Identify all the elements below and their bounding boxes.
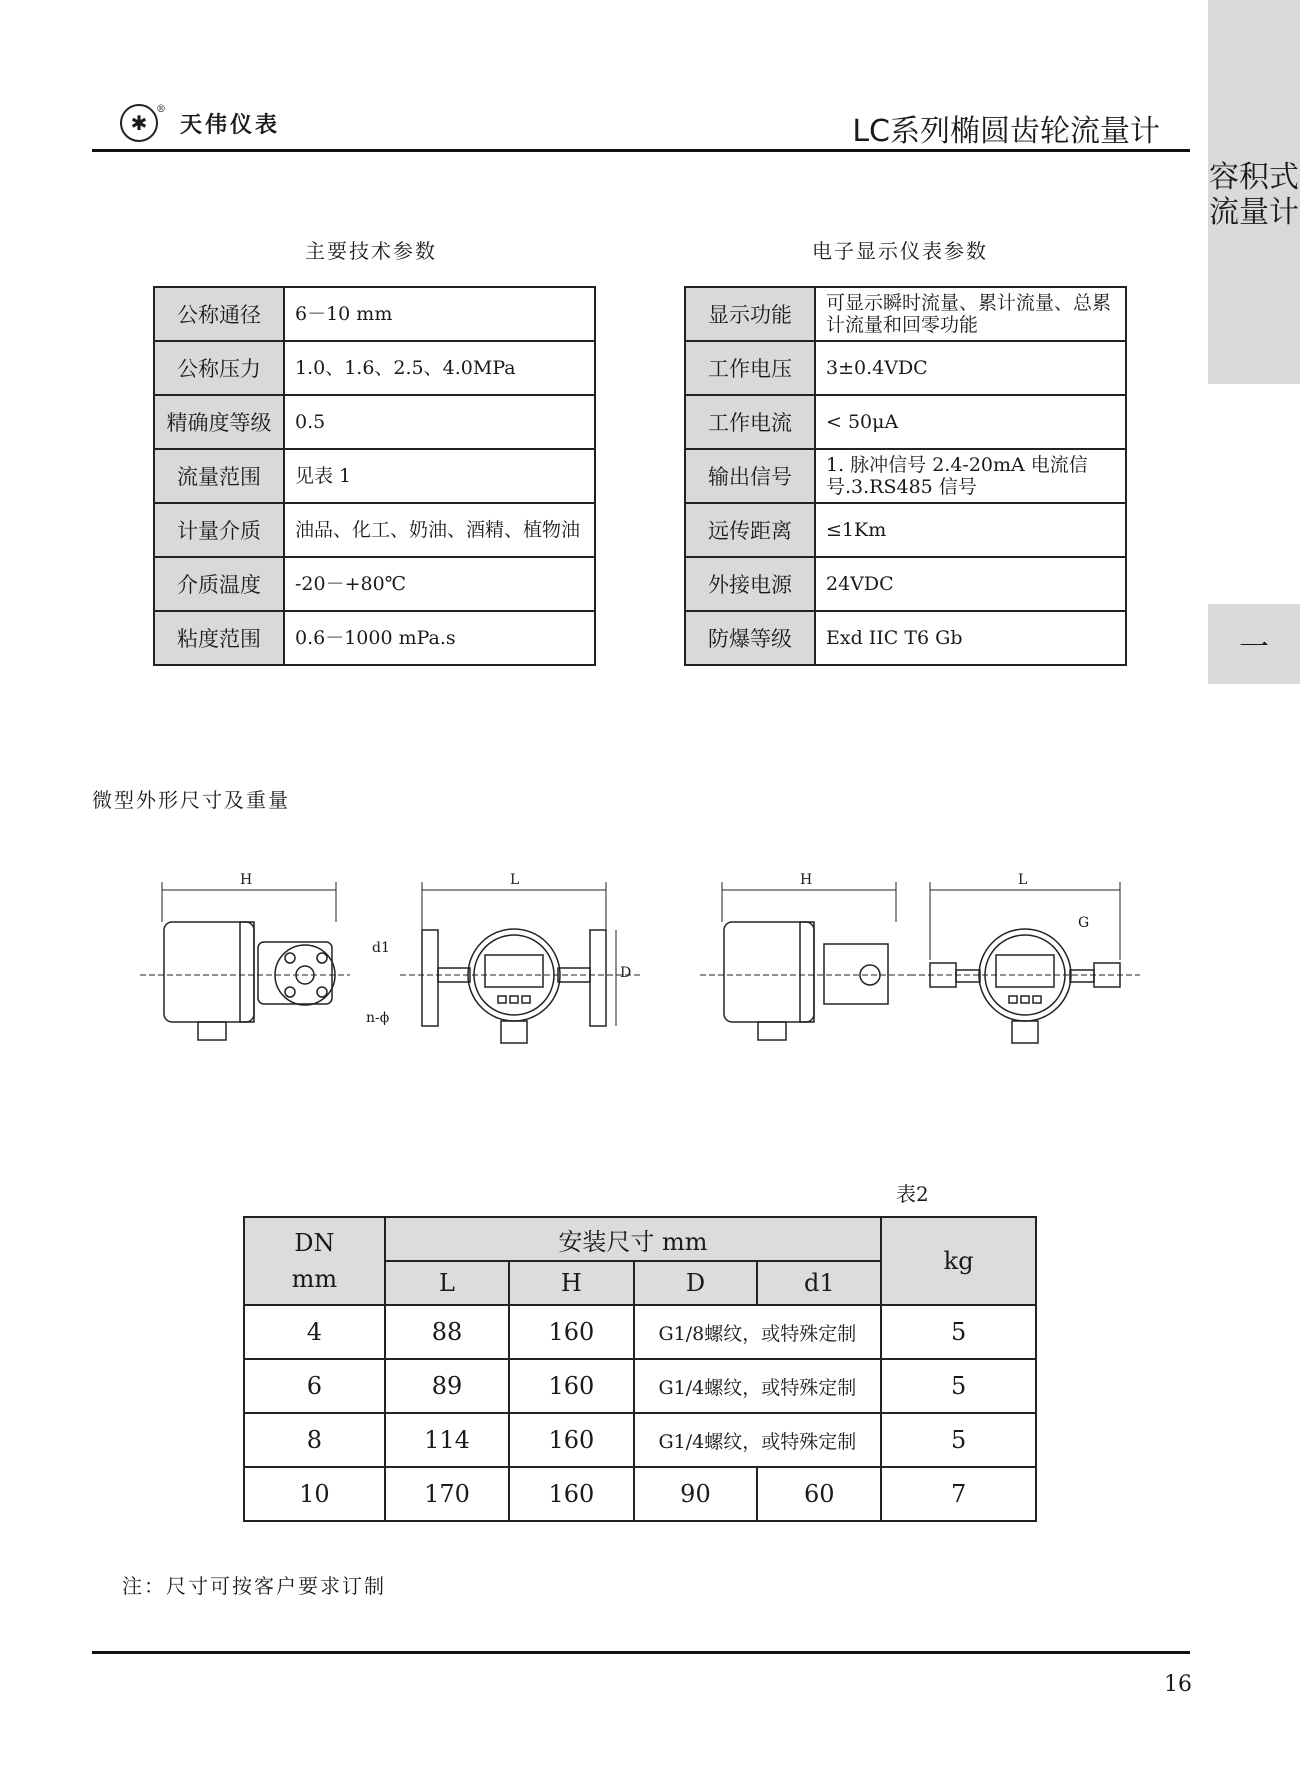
cell-h: 160: [509, 1467, 633, 1521]
table-row: [154, 557, 595, 611]
registered-mark: ®: [156, 103, 166, 115]
table-row: [685, 341, 1126, 395]
header-kg: kg: [881, 1217, 1036, 1305]
spec-value: 24VDC: [815, 557, 1126, 611]
cell-h: 160: [509, 1359, 633, 1413]
spec-value: Exd IIC T6 Gb: [815, 611, 1126, 665]
dim-label-g: G: [1078, 915, 1090, 931]
header-dn-label: DN: [294, 1229, 335, 1257]
cell-l: 88: [385, 1305, 509, 1359]
table-row: [244, 1359, 1036, 1413]
table-row: [685, 503, 1126, 557]
table-row: [685, 611, 1126, 665]
table-row: [685, 287, 1126, 341]
header-dn-unit: mm: [291, 1265, 338, 1293]
cell-dn: 6: [244, 1359, 385, 1413]
cell-kg: 5: [881, 1413, 1036, 1467]
chapter-tab: 一: [1208, 604, 1300, 684]
cell-d1: 60: [757, 1467, 881, 1521]
table-row: [154, 287, 595, 341]
page-title: LC系列椭圆齿轮流量计: [852, 114, 1160, 149]
spec-value: 1. 脉冲信号 2.4-20mA 电流信号.3.RS485 信号: [815, 449, 1126, 503]
spec-value: 可显示瞬时流量、累计流量、总累计流量和回零功能: [815, 287, 1126, 341]
spec-display-table: [684, 286, 1127, 666]
spec-value: 0.6－1000 mPa.s: [284, 611, 595, 665]
cell-kg: 7: [881, 1467, 1036, 1521]
drawing-front-view-threaded: [910, 882, 1140, 1043]
table-row: [685, 395, 1126, 449]
footer-divider: [92, 1651, 1190, 1654]
table-row: [154, 611, 595, 665]
table-row: [244, 1413, 1036, 1467]
spec-value: 3±0.4VDC: [815, 341, 1126, 395]
spec-key: 精确度等级: [154, 395, 284, 449]
spec-value: 油品、化工、奶油、酒精、植物油: [284, 503, 595, 557]
spec-value: 1.0、1.6、2.5、4.0MPa: [284, 341, 595, 395]
spec-value: 见表 1: [284, 449, 595, 503]
header-h: H: [509, 1261, 633, 1305]
cell-dn: 4: [244, 1305, 385, 1359]
table-row: [154, 341, 595, 395]
table-row: [154, 395, 595, 449]
drawing-side-view-flanged: [140, 882, 350, 1040]
footnote: 注：尺寸可按客户要求订制: [122, 1574, 386, 1598]
table-row: [685, 449, 1126, 503]
brand-logo: [120, 104, 280, 142]
brand-emblem-icon: ✱: [120, 104, 158, 142]
table-header-row: [244, 1217, 1036, 1261]
cell-h: 160: [509, 1305, 633, 1359]
header-d: D: [634, 1261, 758, 1305]
spec-key: 流量范围: [154, 449, 284, 503]
dimension-table: [243, 1216, 1037, 1522]
table-row: [244, 1467, 1036, 1521]
cell-d-merged: G1/4螺纹，或特殊定制: [634, 1359, 882, 1413]
brand-name: 天伟仪表: [180, 111, 281, 138]
dim-label-l: L: [510, 872, 520, 888]
table-row: [244, 1305, 1036, 1359]
table-row: [685, 557, 1126, 611]
header-divider: [92, 149, 1190, 152]
spec-key: 工作电压: [685, 341, 815, 395]
cell-d: 90: [634, 1467, 758, 1521]
table-row: [154, 449, 595, 503]
cell-kg: 5: [881, 1359, 1036, 1413]
spec-key: 外接电源: [685, 557, 815, 611]
spec-value: 0.5: [284, 395, 595, 449]
header-l: L: [385, 1261, 509, 1305]
cell-l: 170: [385, 1467, 509, 1521]
dim-label-d1: d1: [372, 940, 390, 956]
dim-label-d: D: [620, 965, 632, 981]
spec-main-table: [153, 286, 596, 666]
spec-display-title: 电子显示仪表参数: [812, 239, 988, 263]
drawing-front-view-flanged: [400, 882, 640, 1043]
dim-label-h: H: [240, 872, 253, 888]
spec-key: 计量介质: [154, 503, 284, 557]
spec-key: 介质温度: [154, 557, 284, 611]
spec-main-title: 主要技术参数: [305, 239, 437, 263]
cell-dn: 10: [244, 1467, 385, 1521]
dimension-drawings: [140, 860, 1140, 1070]
cell-dn: 8: [244, 1413, 385, 1467]
drawing-title: 微型外形尺寸及重量: [92, 788, 290, 812]
spec-value: 6－10 mm: [284, 287, 595, 341]
header-dn: [244, 1217, 385, 1305]
spec-value: ≤1Km: [815, 503, 1126, 557]
spec-key: 防爆等级: [685, 611, 815, 665]
cell-kg: 5: [881, 1305, 1036, 1359]
cell-d-merged: G1/4螺纹，或特殊定制: [634, 1413, 882, 1467]
spec-key: 公称通径: [154, 287, 284, 341]
spec-key: 公称压力: [154, 341, 284, 395]
header-install-dims: 安装尺寸 mm: [385, 1217, 881, 1261]
cell-l: 114: [385, 1413, 509, 1467]
dim-label-l2: L: [1018, 872, 1028, 888]
side-tab-label: 容积式流量计: [1209, 160, 1299, 230]
spec-key: 显示功能: [685, 287, 815, 341]
drawing-side-view-threaded: [700, 882, 910, 1040]
header-d1: d1: [757, 1261, 881, 1305]
spec-key: 工作电流: [685, 395, 815, 449]
spec-key: 远传距离: [685, 503, 815, 557]
cell-d-merged: G1/8螺纹，或特殊定制: [634, 1305, 882, 1359]
cell-h: 160: [509, 1413, 633, 1467]
cell-l: 89: [385, 1359, 509, 1413]
table-caption: 表2: [896, 1182, 929, 1206]
spec-key: 输出信号: [685, 449, 815, 503]
table-row: [154, 503, 595, 557]
spec-value: -20－+80℃: [284, 557, 595, 611]
spec-value: < 50μA: [815, 395, 1126, 449]
dim-label-h2: H: [800, 872, 813, 888]
page-number: 16: [1164, 1672, 1192, 1697]
spec-key: 粘度范围: [154, 611, 284, 665]
dim-label-n-phi: n-ϕ: [366, 1010, 390, 1026]
